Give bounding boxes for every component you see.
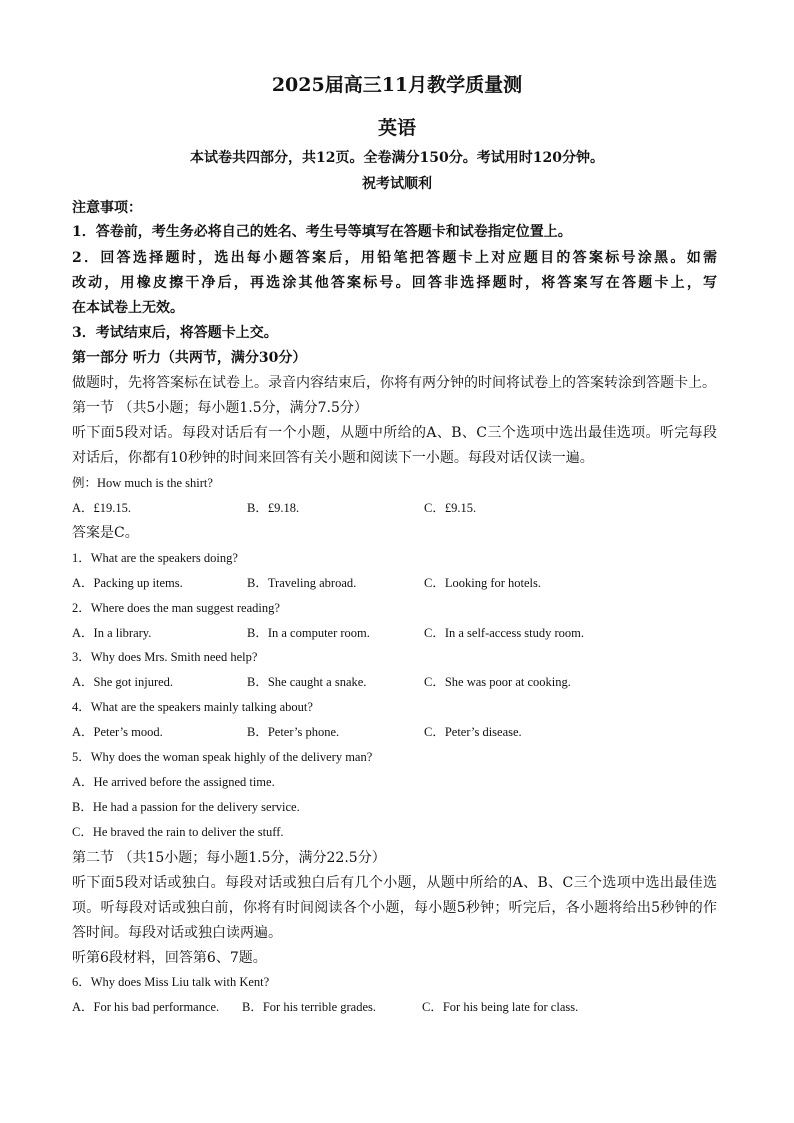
subject-title: 英语 (377, 117, 416, 139)
notes-heading: 注意事项： (72, 200, 142, 216)
section2-instruction-line-3: 答时间。每段对话或独白读两遍。 (72, 925, 282, 941)
example-option-c: C．£9.15. (424, 501, 477, 515)
part1-heading: 第一部分 听力（共两节，满分30分） (72, 350, 307, 366)
exam-title: 2025届高三11月教学质量测 (271, 74, 523, 96)
question-1: 1．What are the speakers doing? (72, 551, 238, 565)
example-answer: 答案是C。 (72, 525, 139, 541)
section1-heading: 第一节 （共5小题；每小题1.5分，满分7.5分） (72, 400, 368, 416)
question-3-option-c: C．She was poor at cooking. (424, 675, 571, 689)
exam-info: 本试卷共四部分，共12页。全卷满分150分。考试用时120分钟。 (190, 150, 604, 166)
question-1-option-b: B．Traveling abroad. (247, 576, 357, 590)
material-6-label: 听第6段材料，回答第6、7题。 (72, 950, 267, 966)
section1-instruction-line-2: 对话后，你都有10秒钟的时间来回答有关小题和阅读下一小题。每段对话仅读一遍。 (72, 450, 594, 466)
question-1-option-c: C．Looking for hotels. (424, 576, 542, 590)
question-6-option-c: C．For his being late for class. (422, 1000, 579, 1014)
section2-heading: 第二节 （共15小题；每小题1.5分，满分22.5分） (72, 850, 386, 866)
question-5-option-b: B．He had a passion for the delivery service. (72, 800, 300, 814)
example-option-a: A．£19.15. (72, 501, 132, 515)
section2-instruction-line-2: 项。听每段对话或独白前，你将有时间阅读各个小题，每小题5秒钟；听完后，各小题将给出5秒钟的作 (72, 900, 717, 916)
question-1-option-a: A．Packing up items. (72, 576, 183, 590)
question-3-option-a: A．She got injured. (72, 675, 174, 689)
question-5-option-a: A．He arrived before the assigned time. (72, 775, 275, 789)
question-6: 6．Why does Miss Liu talk with Kent? (72, 975, 270, 989)
section2-instruction-line-1: 听下面5段对话或独白。每段对话或独白后有几个小题，从题中所给的A、B、C三个选项中选出最佳选 (72, 875, 717, 891)
question-5: 5．Why does the woman speak highly of the delivery man? (72, 750, 373, 764)
note-2-line-3: 在本试卷上无效。 (72, 300, 184, 316)
question-2-option-c: C．In a self-access study room. (424, 626, 585, 640)
blessing: 祝考试顺利 (362, 176, 432, 192)
note-3: 3．考试结束后，将答题卡上交。 (72, 325, 278, 341)
example-question: 例：How much is the shirt? (72, 476, 213, 490)
note-1: 1．答卷前，考生务必将自己的姓名、考生号等填写在答题卡和试卷指定位置上。 (72, 224, 572, 240)
note-2-line-1: 2．回答选择题时，选出每小题答案后，用铅笔把答题卡上对应题目的答案标号涂黑。如需 (72, 250, 717, 266)
question-2-option-b: B．In a computer room. (247, 626, 370, 640)
note-2-line-2: 改动，用橡皮擦干净后，再选涂其他答案标号。回答非选择题时，将答案写在答题卡上，写 (72, 275, 717, 291)
question-4-option-a: A．Peter’s mood. (72, 725, 163, 739)
question-6-option-b: B．For his terrible grades. (242, 1000, 377, 1014)
question-5-option-c: C．He braved the rain to deliver the stuff. (72, 825, 284, 839)
question-3-option-b: B．She caught a snake. (247, 675, 367, 689)
example-option-b: B．£9.18. (247, 501, 300, 515)
section1-instruction-line-1: 听下面5段对话。每段对话后有一个小题，从题中所给的A、B、C三个选项中选出最佳选项。听完每段 (72, 425, 717, 441)
question-6-option-a: A．For his bad performance. (72, 1000, 220, 1014)
question-4-option-c: C．Peter’s disease. (424, 725, 522, 739)
question-2: 2．Where does the man suggest reading? (72, 601, 280, 615)
question-3: 3．Why does Mrs. Smith need help? (72, 650, 258, 664)
question-4: 4．What are the speakers mainly talking about? (72, 700, 313, 714)
part1-intro: 做题时，先将答案标在试卷上。录音内容结束后，你将有两分钟的时间将试卷上的答案转涂到答题卡上。 (72, 375, 716, 391)
question-2-option-a: A．In a library. (72, 626, 152, 640)
question-4-option-b: B．Peter’s phone. (247, 725, 340, 739)
